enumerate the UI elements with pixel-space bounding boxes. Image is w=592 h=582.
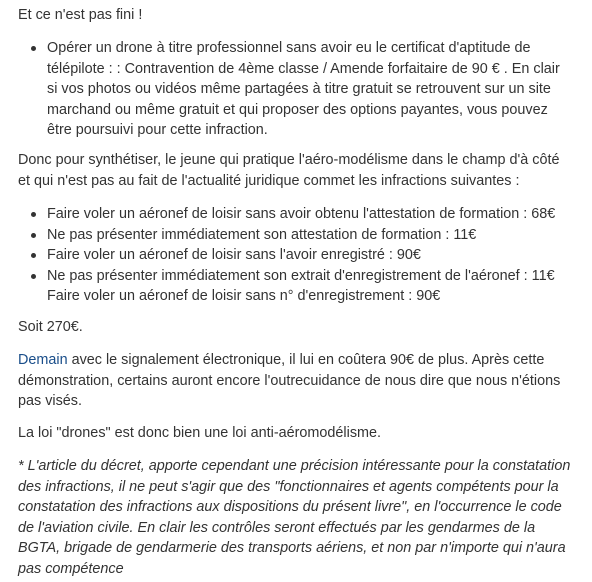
- total-paragraph: Soit 270€.: [18, 319, 83, 335]
- intro-paragraph: Et ce n'est pas fini !: [18, 7, 143, 23]
- list-item: Faire voler un aéronef de loisir sans avoir obtenu l'attestation de formation : 68€: [18, 204, 568, 225]
- list-item: Ne pas présenter immédiatement son attestation de formation : 11€: [18, 225, 568, 246]
- demain-link[interactable]: Demain: [18, 352, 68, 368]
- professional-infraction-list: [18, 38, 568, 141]
- synthesis-paragraph: Donc pour synthétiser, le jeune qui pratique l'aéro-modélisme dans le champ d'à côté et qui n'est pas au fait de l'actualité juridique commet les infractions suivantes :: [18, 152, 560, 189]
- conclusion-paragraph: La loi "drones" est donc bien une loi anti-aéromodélisme.: [18, 425, 381, 441]
- demain-paragraph: [18, 350, 573, 412]
- infraction-list: [18, 204, 568, 307]
- list-item: Ne pas présenter immédiatement son extrait d'enregistrement de l'aéronef : 11€: [18, 266, 568, 287]
- list-item: Opérer un drone à titre professionnel sans avoir eu le certificat d'aptitude de télépilote : : Contravention de 4ème classe / Amende forfaitaire de 90 € . En clair si vos photos ou vidéos même partagées à titre gratuit se retrouvent sur un site marchand ou même gratuit et qui proposer des options payantes, vous pouvez être poursuivi pour cette infraction.: [18, 38, 568, 141]
- demain-text: avec le signalement électronique, il lui en coûtera 90€ de plus. Après cette démonstration, certains auront encore l'outrecuidance de nous dire que nous n'étions pas visés.: [18, 352, 561, 410]
- list-item: Faire voler un aéronef de loisir sans l'avoir enregistré : 90€: [18, 245, 568, 266]
- list-item-continuation: Faire voler un aéronef de loisir sans n° d'enregistrement : 90€: [47, 288, 441, 305]
- footnote-paragraph: * L'article du décret, apporte cependant une précision intéressante pour la constatation des infractions, il ne peut s'agir que des "fonctionnaires et agents compétents pour la constatation des infractions aux dispositions du présent livre", en l'occurrence le code de l'aviation civile. En clair les contrôles seront effectués par les gendarmes de la BGTA, brigade de gendarmerie des transports aériens, et non par n'importe qui n'aura pas compétence: [18, 458, 571, 577]
